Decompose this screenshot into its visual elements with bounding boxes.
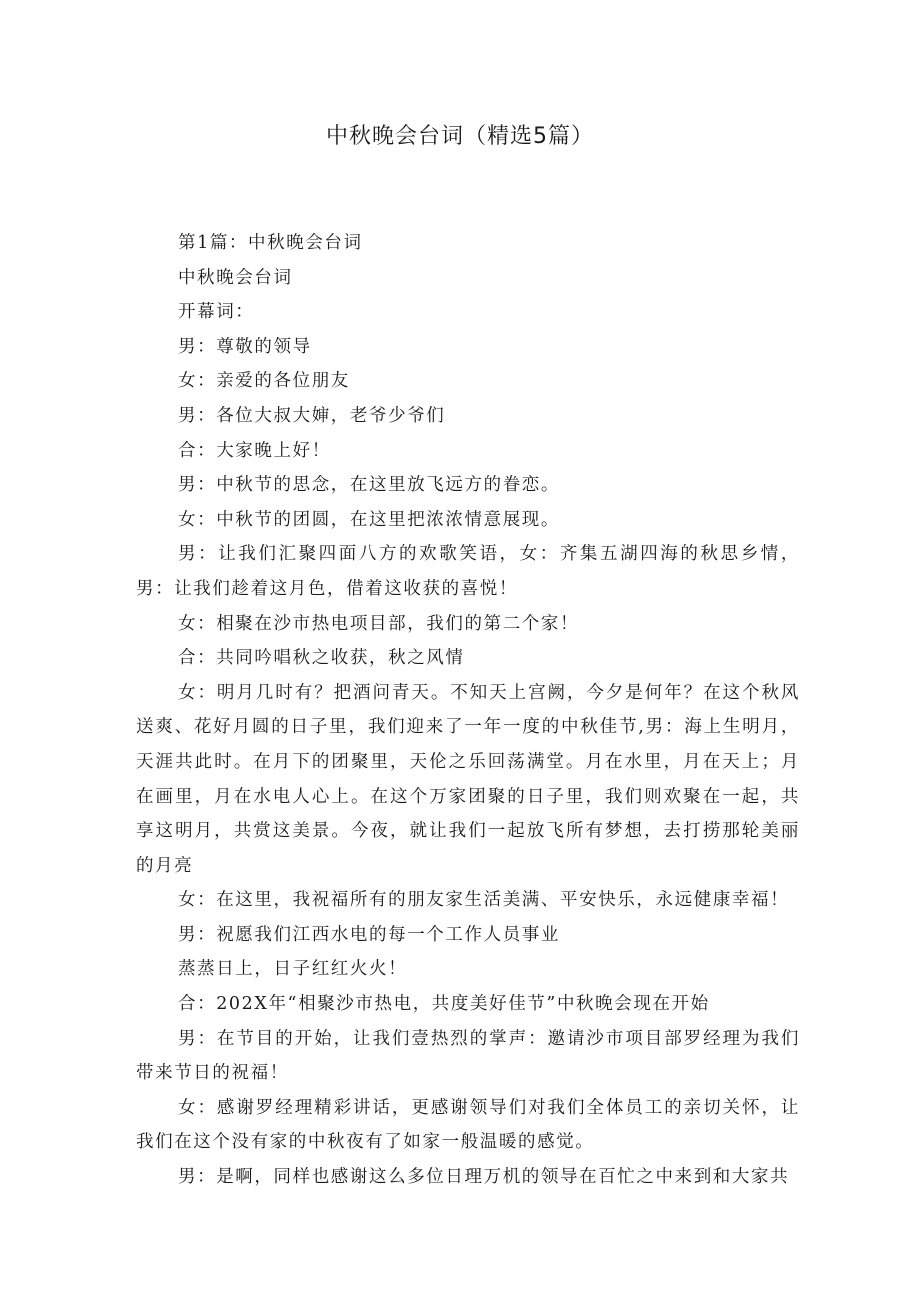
paragraph: 女：亲爱的各位朋友 bbox=[178, 371, 350, 392]
paragraph: 女：感谢罗经理精彩讲话，更感谢领导们对我们全体员工的亲切关怀，让我们在这个没有家的中秋夜有了如家一般温暖的感觉。 bbox=[136, 1097, 800, 1153]
paragraph: 合：大家晚上好！ bbox=[178, 440, 331, 461]
paragraph: 女：在这里，我祝福所有的朋友家生活美满、平安快乐，永远健康幸福！ bbox=[178, 890, 790, 911]
paragraph: 男：祝愿我们江西水电的每一个工作人员事业 bbox=[178, 924, 560, 945]
paragraph: 合：共同吟唱秋之收获，秋之风情 bbox=[178, 648, 465, 669]
document-title: 中秋晚会台词（精选5篇） bbox=[326, 124, 594, 149]
paragraph: 女：相聚在沙市热电项目部，我们的第二个家！ bbox=[178, 613, 580, 634]
paragraph: 男：让我们汇聚四面八方的欢歌笑语，女：齐集五湖四海的秋思乡情，男：让我们趁着这月色，借着这收获的喜悦！ bbox=[136, 544, 800, 599]
paragraph: 男：中秋节的思念，在这里放飞远方的眷恋。 bbox=[178, 475, 560, 496]
paragraph: 蒸蒸日上，日子红红火火！ bbox=[178, 959, 408, 980]
paragraph: 女：明月几时有？把酒问青天。不知天上宫阙，今夕是何年？在这个秋风送爽、花好月圆的日子里，我们迎来了一年一度的中秋佳节,男：海上生明月，天涯共此时。在月下的团聚里，天伦之乐回荡满堂。月在水里，月在天上；月在画里，月在水电人心上。在这个万家团聚的日子里，我们则欢聚在一起，共享这明月，共赏这美景。今夜，就让我们一起放飞所有梦想，去打捞那轮美丽的月亮 bbox=[136, 682, 800, 876]
paragraph: 男：在节目的开始，让我们壹热烈的掌声：邀请沙市项目部罗经理为我们带来节日的祝福！ bbox=[136, 1028, 800, 1084]
paragraph: 男：尊敬的领导 bbox=[178, 336, 312, 357]
document-body bbox=[136, 226, 800, 1195]
paragraph: 女：中秋节的团圆，在这里把浓浓情意展现。 bbox=[178, 509, 560, 530]
paragraph: 中秋晚会台词 bbox=[178, 267, 293, 288]
paragraph: 开幕词： bbox=[178, 302, 255, 323]
section-heading: 第1篇：中秋晚会台词 bbox=[178, 233, 363, 253]
paragraph: 合：202X年“相聚沙市热电，共度美好佳节”中秋晚会现在开始 bbox=[178, 994, 710, 1015]
paragraph: 男：各位大叔大婶，老爷少爷们 bbox=[178, 405, 446, 426]
paragraph: 男：是啊，同样也感谢这么多位日理万机的领导在百忙之中来到和大家共 bbox=[178, 1167, 790, 1188]
